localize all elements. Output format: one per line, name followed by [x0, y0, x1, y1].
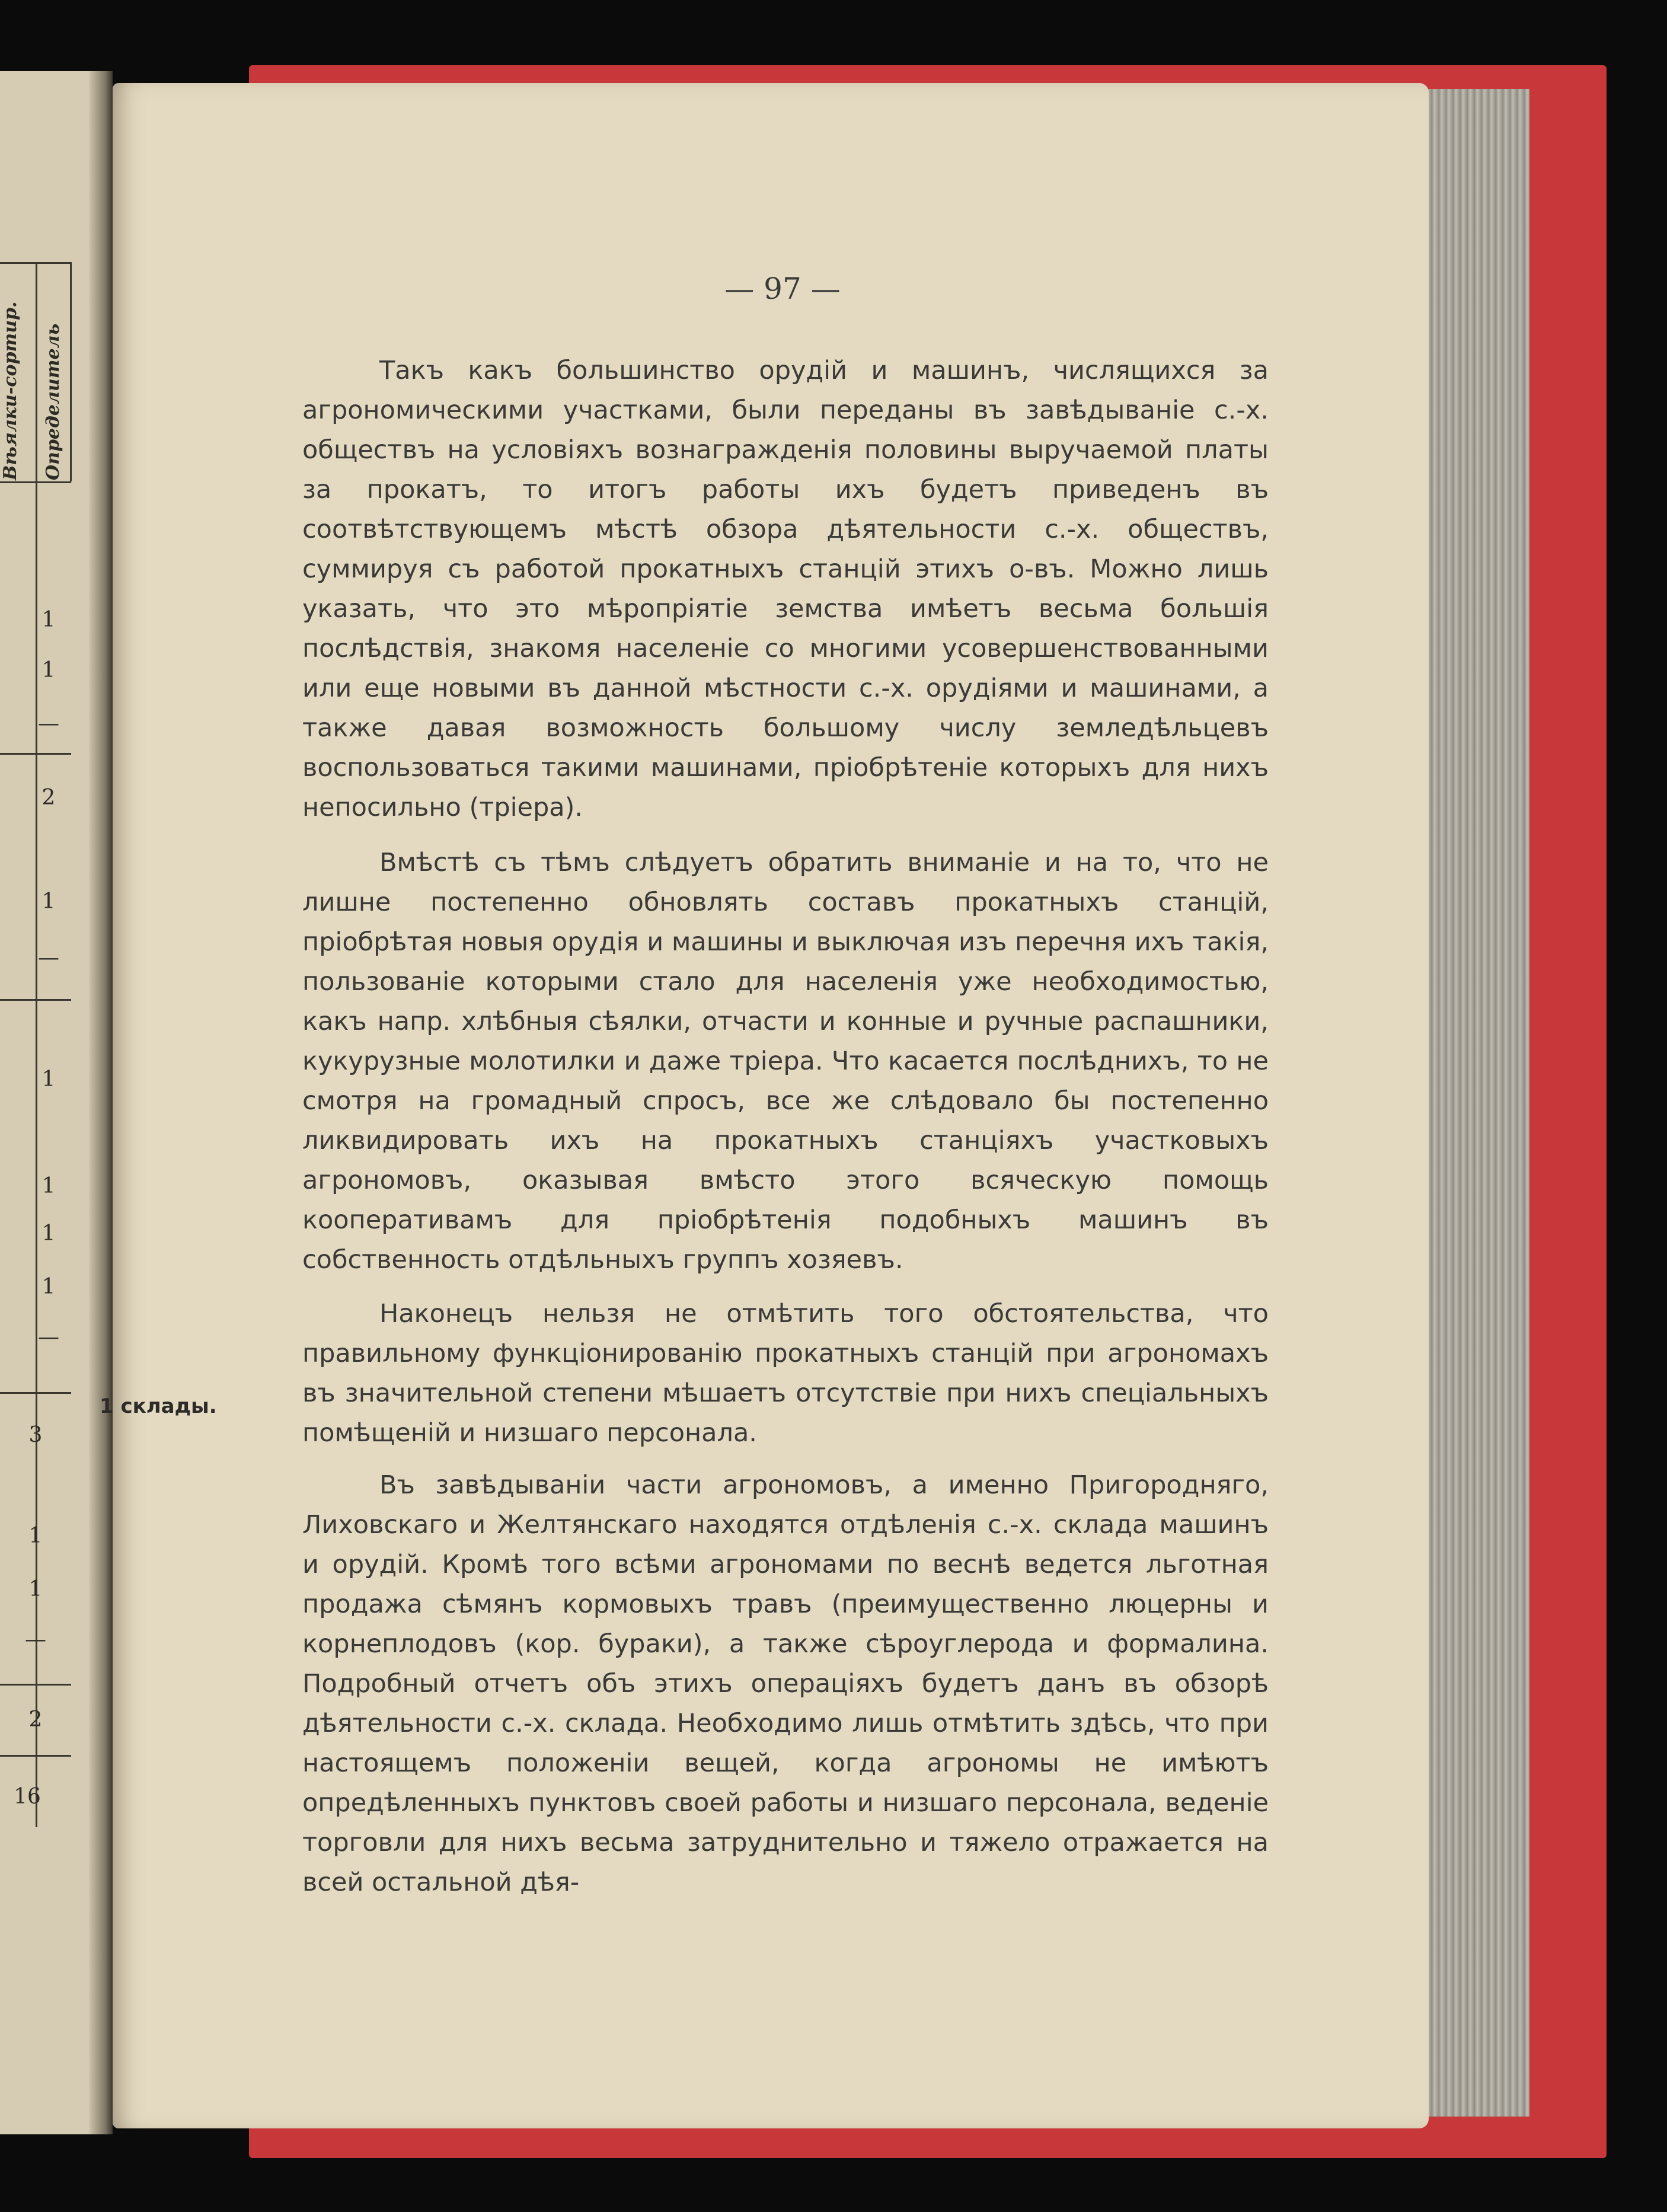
page-block-edges [1411, 89, 1529, 2117]
table-cell: 2 [28, 1707, 43, 1732]
table-cell: 1 [41, 1221, 56, 1246]
paragraph-4: Въ завѣдываніи части агрономовъ, а именно Пригороднягo, Лиховскаго и Желтянскаго находятся отдѣленія с.-х. склада машинъ и орудій. Кромѣ того всѣми агрономами по веснѣ ведется льготная продажа сѣмянъ кормовыхъ травъ (преимущественно люцерны и корнеплодовъ (кор. бураки), а также сѣроуглерода и формалина. Подробный отчетъ объ этихъ операціяхъ будетъ данъ въ обзорѣ дѣятельности с.-х. склада. Необходимо лишь отмѣтить здѣсь, что при настоящемъ положеніи вещей, когда агрономы не имѣютъ опредѣленныхъ пунктовъ своей работы и низшаго персонала, веденіе торговли для нихъ весьма затруднительно и тяжело отражается на всей остальной дѣя- [302, 1470, 1269, 1897]
table-cell: 1 [41, 658, 56, 682]
book-gutter [89, 71, 113, 2134]
table-cell: — [25, 1627, 46, 1652]
table-cell: — [38, 946, 59, 970]
table-cell: 16 [14, 1785, 41, 1809]
table-cell: 3 [28, 1423, 43, 1447]
table-cell: 1 [28, 1577, 43, 1601]
paragraph-2: Вмѣстѣ съ тѣмъ слѣдуетъ обратить вниманіе и на то, что не лишне постепенно обновлять составъ прокатныхъ станцій, пріобрѣтая новыя орудія и машины и выключая изъ перечня ихъ такія, пользованіе которыми стало для населенія уже необходимостью, какъ напр. хлѣбныя сѣялки, отчасти и конные и ручные распашники, кукурузные молотилки и даже тріера. Что касается послѣднихъ, то не смотря на громадный спросъ, все же слѣдовало бы постепенно ликвидировать ихъ на прокатныхъ станціяхъ участковыхъ агрономовъ, оказывая вмѣсто этого всяческую помощь кооперативамъ для пріобрѣтенія подобныхъ машинъ въ собственность отдѣльныхъ группъ хозяевъ. [302, 848, 1269, 1275]
table-cell: 1 [41, 889, 56, 914]
table-cell: — [38, 1325, 59, 1349]
table-rule [0, 1755, 71, 1757]
paragraph-3: Наконецъ нельзя не отмѣтить того обстоятельства, что правильному функціонированію прокатныхъ станцій при агрономахъ въ значительной степени мѣшаетъ отсутствіе при нихъ спеціальныхъ помѣщеній и низшаго персонала. [302, 1299, 1269, 1448]
table-rule [0, 753, 71, 755]
book-page [113, 83, 1429, 2128]
table-column-rule [70, 262, 72, 481]
table-cell: 1 [41, 1067, 56, 1091]
table-cell: — [38, 711, 59, 736]
paragraph-1: Такъ какъ большинство орудій и машинъ, числящихся за агрономическими участками, были переданы въ завѣдываніе с.-х. обществъ на условіяхъ вознагражденія половины выручаемой платы за прокатъ, то итогъ работы ихъ будетъ приведенъ въ соотвѣтствующемъ мѣстѣ обзора дѣятельности с.-х. обществъ, суммируя съ работой прокатныхъ станцій этихъ о-въ. Можно лишь указать, что это мѣропріятіе земства имѣетъ весьма большія послѣдствія, знакомя населеніе со многими усовершенствованными или еще новыми въ данной мѣстности с.-х. орудіями и машинами, а также давая возможность большому числу земледѣльцевъ воспользоваться такими машинами, пріобрѣтеніе которыхъ для нихъ непосильно (тріера). [302, 356, 1269, 822]
table-cell: 1 [41, 608, 56, 632]
table-cell: 1 [28, 1524, 43, 1548]
table-rule [0, 1392, 71, 1394]
page-number: — 97 — [724, 272, 841, 306]
table-header-opredelitel: Определитель [43, 323, 63, 480]
table-rule [0, 1684, 71, 1686]
table-cell: 1 [41, 1174, 56, 1198]
table-cell: 2 [41, 786, 56, 810]
margin-note: 1 склады. [100, 1394, 217, 1418]
left-page-table-fragment [0, 71, 89, 2134]
table-header-seyalki: Вѣялки-сортир. [0, 301, 21, 480]
table-rule [0, 999, 71, 1001]
table-cell: 1 [41, 1275, 56, 1299]
